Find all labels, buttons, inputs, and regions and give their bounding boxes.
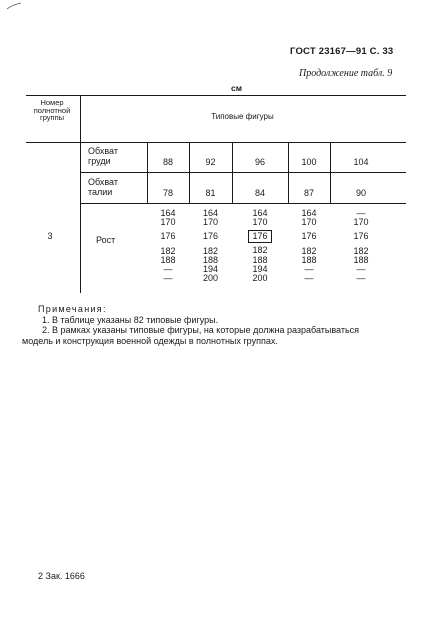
chest-row-bottom-rule	[80, 172, 406, 173]
boxed-height-value: 176	[248, 230, 271, 243]
waist-row-label-line2: талии	[88, 187, 113, 197]
table-top-rule	[26, 95, 406, 96]
height-value: 164	[160, 208, 176, 218]
height-value: 170	[301, 217, 317, 228]
height-column	[232, 209, 288, 283]
note-item-continuation: модель и конструкция военной одежды в полнотных группах.	[22, 335, 278, 346]
chest-value-cell: 92	[205, 157, 216, 167]
waist-row-label	[88, 177, 118, 197]
waist-value-cell: 84	[254, 188, 265, 198]
chest-value-cell: 96	[254, 157, 265, 167]
height-value: 176	[353, 231, 369, 242]
height-value: 170	[202, 217, 219, 228]
chest-row-label-line1: Обхват	[88, 146, 118, 156]
waist-value-cell: 81	[205, 188, 216, 198]
height-value: 194	[252, 263, 268, 274]
unit-label: см	[231, 83, 243, 93]
waist-value-cell: 78	[162, 188, 173, 198]
height-value: 170	[160, 217, 176, 228]
print-order-footer: 2 Зак. 1666	[38, 571, 85, 581]
height-value: —	[163, 273, 173, 284]
height-value: 188	[160, 254, 176, 265]
height-value: 200	[202, 273, 219, 284]
height-value: 170	[252, 217, 268, 228]
waist-row-label-line1: Обхват	[88, 177, 118, 187]
chest-row-label-line2: груди	[88, 156, 111, 166]
group-number-cell: 3	[47, 231, 53, 241]
pen-scratch-mark	[6, 2, 22, 10]
height-column	[147, 209, 189, 283]
waist-value-cell: 90	[355, 188, 366, 198]
waist-row-bottom-rule	[80, 203, 406, 204]
group-column-divider	[80, 95, 81, 293]
height-value: 182	[301, 245, 317, 256]
height-value: —	[163, 264, 173, 275]
height-value: —	[304, 264, 314, 275]
height-value: —	[356, 273, 366, 284]
height-column	[330, 209, 392, 283]
height-value: 164	[301, 208, 317, 218]
height-value: —	[356, 208, 366, 218]
height-column	[189, 209, 232, 283]
height-value: 188	[301, 254, 317, 265]
height-value: 170	[353, 217, 369, 228]
height-value: 164	[252, 208, 268, 218]
chest-row-label	[88, 146, 118, 166]
typical-figures-column-header: Типовые фигуры	[211, 112, 274, 121]
height-value: 164	[202, 208, 219, 218]
height-value: 176	[301, 231, 317, 242]
waist-value-cell: 87	[303, 188, 314, 198]
table-notes	[22, 304, 398, 346]
height-value: 200	[252, 273, 268, 284]
height-value: —	[356, 264, 366, 275]
height-value: —	[304, 273, 314, 284]
group-number-column-header: Номер полнотной группы	[33, 98, 71, 122]
standard-page-header: ГОСТ 23167—91 С. 33	[290, 46, 394, 57]
height-value: 182	[160, 245, 176, 256]
note-item: 1. В таблице указаны 82 типовые фигуры.	[42, 314, 219, 325]
height-value: 176	[202, 231, 219, 242]
chest-value-cell: 104	[353, 157, 369, 167]
height-value: 176	[160, 231, 176, 242]
height-value: 182	[353, 245, 369, 256]
height-value: 194	[202, 264, 219, 275]
boxed-height-cell-wrap	[232, 227, 288, 246]
chest-value-cell: 88	[162, 157, 173, 167]
height-value: 182	[252, 245, 268, 256]
height-value: 188	[202, 254, 219, 265]
height-value: 188	[353, 254, 369, 265]
notes-heading: Примечания:	[38, 304, 107, 314]
chest-value-cell: 100	[301, 157, 317, 167]
height-value: 188	[252, 254, 268, 265]
height-row-label: Рост	[96, 235, 116, 245]
height-column	[288, 209, 330, 283]
header-bottom-rule	[26, 142, 406, 143]
height-value: 182	[202, 245, 219, 256]
note-item: 2. В рамках указаны типовые фигуры, на которые должна разрабатываться	[42, 325, 360, 335]
table-continuation-label: Продолжение табл. 9	[299, 68, 393, 79]
